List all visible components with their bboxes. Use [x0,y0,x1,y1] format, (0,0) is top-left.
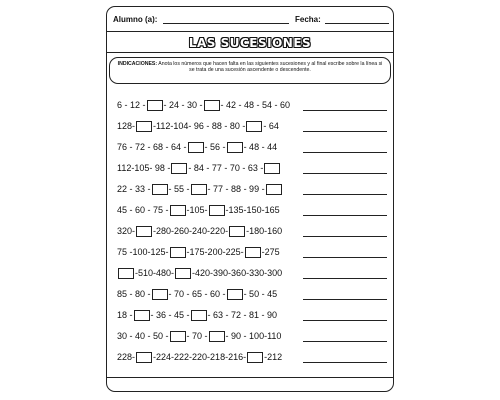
answer-box[interactable] [266,184,282,195]
title-bar [107,31,393,53]
sequence-text: -112-104- 96 - 88 - 80 - [153,121,246,131]
sequence-text: -224-222-220-218-216- [153,352,247,362]
answer-box[interactable] [209,205,225,216]
sequence-text: -275 [261,247,280,257]
answer-line[interactable] [303,278,387,279]
answer-box[interactable] [170,205,186,216]
worksheet-title: LAS SUCESIONES [188,36,312,50]
answer-box[interactable] [152,289,168,300]
answer-box[interactable] [152,184,168,195]
sequence-row [117,160,281,176]
header [107,7,393,29]
answer-line[interactable] [303,173,387,174]
sequence-text: -180-160 [246,226,283,236]
sequence-text: -175-200-225- [186,247,244,257]
sequence-text: - 48 - 44 [243,142,278,152]
sequence-text: - 64 [263,121,279,131]
sequence-text: - 90 - 100-110 [225,331,282,341]
sequence-text: 112-105- 98 - [117,163,171,173]
answer-box[interactable] [136,121,152,132]
sequence-text: 6 - 12 - [117,100,146,110]
answer-box[interactable] [247,352,263,363]
answer-box[interactable] [136,226,152,237]
answer-box[interactable] [171,163,187,174]
answer-box[interactable] [170,331,186,342]
sequence-text: 228- [117,352,136,362]
answer-box[interactable] [136,352,152,363]
answer-box[interactable] [191,184,207,195]
date-label: Fecha: [295,15,321,24]
answer-line[interactable] [303,215,387,216]
sequence-text: -420-390-360-330-300 [192,268,283,278]
answer-line[interactable] [303,110,387,111]
bottom-divider [107,377,393,378]
answer-line[interactable] [303,362,387,363]
sequence-text: - 70 - [186,331,208,341]
sequence-text: 85 - 80 - [117,289,151,299]
sequence-text: - 36 - 45 - [150,310,190,320]
answer-box[interactable] [134,310,150,321]
answer-box[interactable] [170,247,186,258]
sequence-row [117,118,279,134]
answer-box[interactable] [175,268,191,279]
sequence-text: -135-150-165 [225,205,280,215]
sequence-text: - 77 - 88 - 99 - [207,184,265,194]
sequence-text: - 55 - [168,184,190,194]
answer-line[interactable] [303,320,387,321]
answer-line[interactable] [303,131,387,132]
answer-box[interactable] [147,100,163,111]
sequence-text: - 24 - 30 - [163,100,203,110]
sequence-text: - 70 - 65 - 60 - [168,289,226,299]
sequence-row [117,307,277,323]
answer-box[interactable] [188,142,204,153]
answer-box[interactable] [227,142,243,153]
worksheet [106,6,394,392]
answer-box[interactable] [245,247,261,258]
sequence-text: 76 - 72 - 68 - 64 - [117,142,187,152]
student-name-line[interactable] [163,23,289,24]
sequence-row [117,265,282,281]
instructions-box [109,57,391,84]
sequence-row [117,97,290,113]
sequence-text: 320- [117,226,136,236]
sequence-text: 22 - 33 - [117,184,151,194]
sequence-text: - 84 - 77 - 70 - 63 - [188,163,264,173]
sequence-text: -212 [264,352,283,362]
sequence-row [117,181,283,197]
answer-box[interactable] [191,310,207,321]
sequence-text: 75 -100-125- [117,247,169,257]
sequence-row [117,286,277,302]
sequence-text: - 50 - 45 [243,289,278,299]
instructions-label: INDICACIONES: [117,61,158,67]
sequence-text: 18 - [117,310,133,320]
answer-line[interactable] [303,194,387,195]
sequence-row [117,328,281,344]
answer-box[interactable] [229,226,245,237]
answer-line[interactable] [303,341,387,342]
sequence-row [117,223,282,239]
sequence-text: 45 - 60 - 75 - [117,205,169,215]
answer-line[interactable] [303,236,387,237]
sequence-row [117,244,280,260]
answer-box[interactable] [246,121,262,132]
answer-box[interactable] [227,289,243,300]
sequence-text: - 56 - [204,142,226,152]
instructions-text: Anota los números que hacen falta en las siguientes sucesiones y al final escribe sobre la línea si se trata de una sucesión ascendente o descendente. [158,61,383,74]
answer-line[interactable] [303,257,387,258]
sequence-row [117,349,282,365]
sequence-text: - 63 - 72 - 81 - 90 [207,310,278,320]
sequence-text: 128- [117,121,136,131]
student-label: Alumno (a): [113,15,158,24]
sequence-text: - 42 - 48 - 54 - 60 [220,100,291,110]
sequence-row [117,139,277,155]
answer-box[interactable] [204,100,220,111]
sequence-row [117,202,280,218]
date-line[interactable] [325,23,389,24]
answer-line[interactable] [303,152,387,153]
answer-box[interactable] [118,268,134,279]
answer-box[interactable] [209,331,225,342]
sequence-text: -510-480- [135,268,175,278]
sequence-text: -280-260-240-220- [153,226,229,236]
answer-line[interactable] [303,299,387,300]
sequence-text: -105- [186,205,208,215]
sequence-text: 30 - 40 - 50 - [117,331,169,341]
answer-box[interactable] [264,163,280,174]
